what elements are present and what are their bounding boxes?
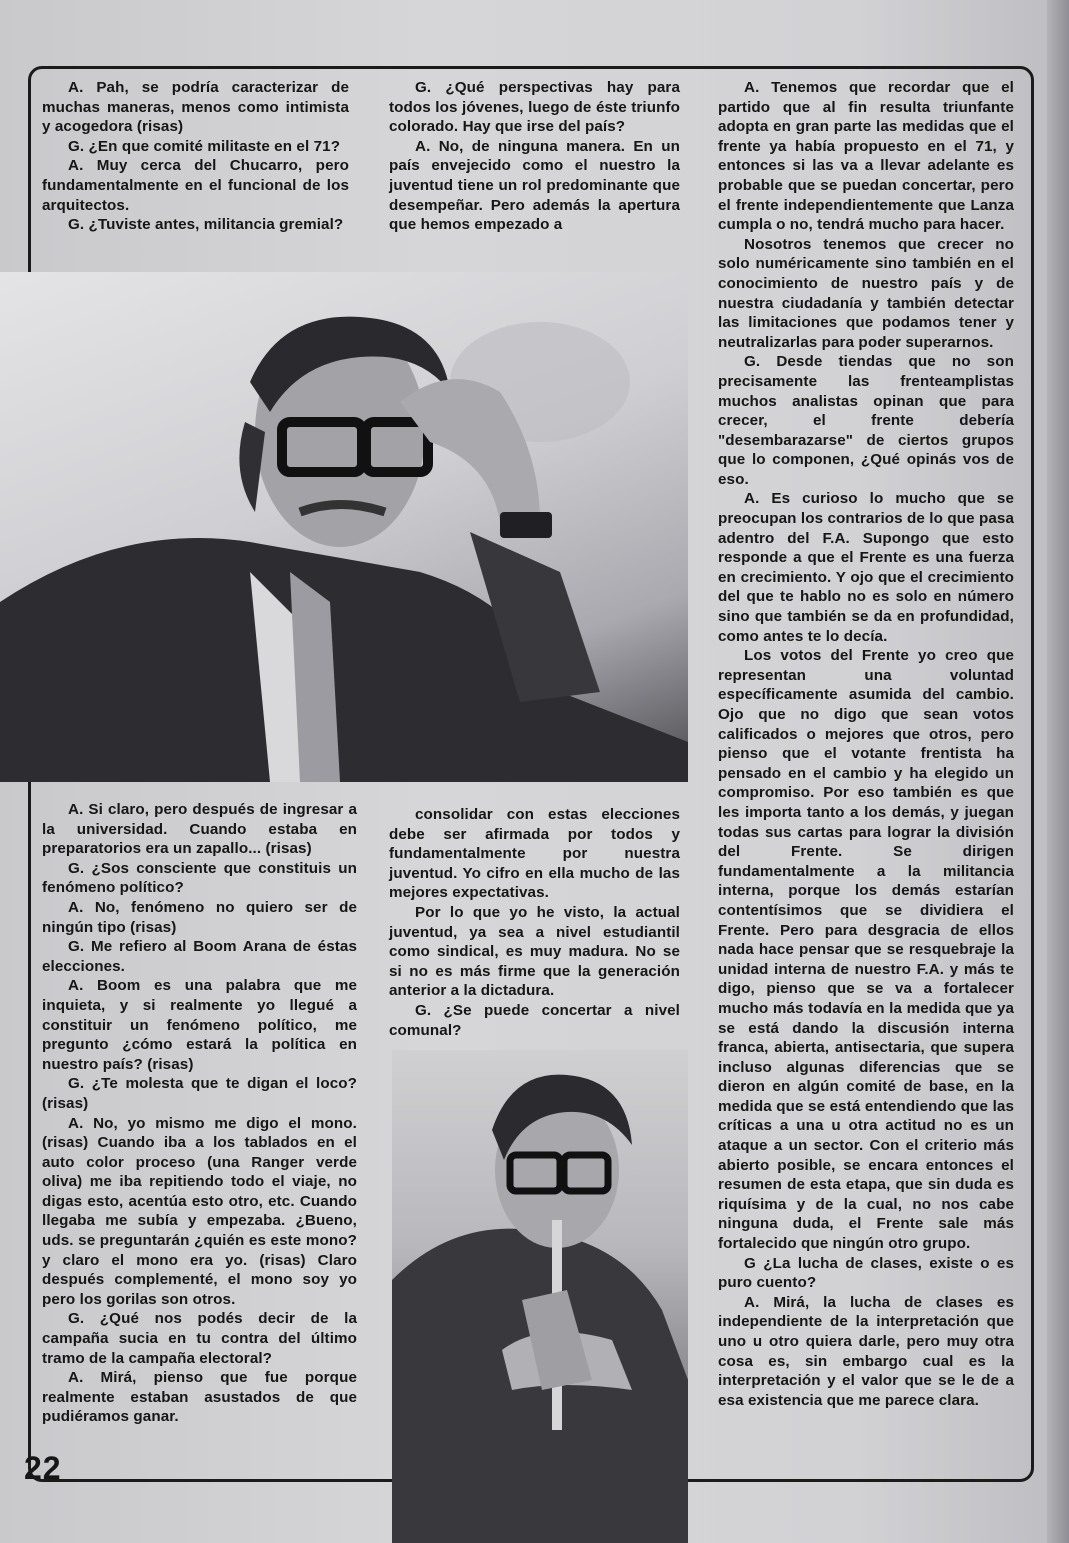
- column-2-bottom: [389, 805, 680, 1040]
- paragraph: consolidar con estas elecciones debe ser afirmada por todos y fundamentalmente por nuestra juventud. Yo cifro en ella mucho de las mejores expectativas.: [389, 806, 680, 902]
- paragraph: A. Pah, se podría caracterizar de muchas maneras, menos como intimista y acogedora (risas): [42, 79, 349, 136]
- paragraph: G. ¿En que comité militaste en el 71?: [68, 137, 341, 155]
- page-spine-edge: [1047, 0, 1069, 1543]
- paragraph: G. Desde tiendas que no son precisamente las frenteamplistas muchos analistas opinan que para crecer, el frente debería "desembarazarse" de ciertos grupos que lo componen, ¿Qué opinás vos de eso.: [718, 353, 1014, 488]
- paragraph: A. Muy cerca del Chucarro, pero fundamentalmente en el funcional de los arquitectos.: [42, 157, 349, 214]
- paragraph: G ¿La lucha de clases, existe o es puro cuento?: [718, 1254, 1014, 1292]
- column-3: [718, 78, 1014, 1410]
- paragraph: A. No, fenómeno no quiero ser de ningún tipo (risas): [42, 898, 357, 936]
- paragraph: A. No, yo mismo me digo el mono. (risas) Cuando iba a los tablados en el auto color proceso (una Ranger verde oliva) me iba repitiendo todo el viaje, no digas esto, acentúa esto otro, etc. Cuando llegaba me subía y empezaba. ¿Bueno, uds. se preguntarán ¿quién es este mono? y claro el mono era yo. (risas) Claro después complementé, el mono soy yo pero los gorilas son otros.: [42, 1114, 357, 1308]
- paragraph: Por lo que yo he visto, la actual juventud, ya sea a nivel estudiantil como sindical, es muy madura. No se si no es más firme que la generación anterior a la dictadura.: [389, 903, 680, 1000]
- portrait-photo-thinking: [0, 272, 688, 782]
- photo-drinking-mate: [392, 1050, 688, 1543]
- paragraph: A. Tenemos que recordar que el partido que al fin resulta triunfante adopta en gran parte las medidas que el frente ya había propuesto en el 71, y entonces si las va a llevar adelante es probable que se puedan concertar, pero el frente independientemente que Lanza cumpla o no, tendrá mucho para hacer.: [718, 79, 1014, 234]
- paragraph: G. ¿Tuviste antes, militancia gremial?: [68, 216, 344, 234]
- page-number: 22: [24, 1450, 62, 1486]
- paragraph: G. ¿Qué perspectivas hay para todos los jóvenes, luego de éste triunfo colorado. Hay que irse del país?: [389, 79, 680, 136]
- paragraph: G. ¿Te molesta que te digan el loco? (risas): [42, 1075, 357, 1112]
- paragraph: G. Me refiero al Boom Arana de éstas elecciones.: [42, 938, 357, 975]
- paragraph: A. Es curioso lo mucho que se preocupan los contrarios de lo que pasa adentro del F.A. Supongo que esto responde a que el Frente es una fuerza en crecimiento. Y ojo que el crecimiento del que te hablo no es solo en número sino que también se da en profundidad, como antes te lo decía.: [718, 490, 1014, 645]
- paragraph: A. Mirá, la lucha de clases es independiente de la interpretación que uno u otro quiera darle, pero muy otra cosa es, sin embargo cual es la interpretación y el valor que se le de a esa existencia que me parece clara.: [718, 1293, 1014, 1409]
- paragraph: A. Si claro, pero después de ingresar a la universidad. Cuando estaba en preparatorios era un zapallo... (risas): [42, 801, 357, 858]
- column-1-top: [42, 78, 349, 235]
- paragraph: A. No, de ninguna manera. En un país envejecido como el nuestro la juventud tiene un rol predominante que desempeñar. Pero además la apertura que hemos empezado a: [389, 137, 680, 234]
- paragraph: G. ¿Sos consciente que constituis un fenómeno político?: [42, 859, 357, 897]
- column-1-bottom: [42, 800, 357, 1427]
- column-2-top: [389, 78, 680, 235]
- paragraph: G. ¿Se puede concertar a nivel comunal?: [389, 1001, 680, 1039]
- paragraph: Los votos del Frente yo creo que representan una voluntad específicamente asumida del cambio. Ojo que no digo que sean votos calificados o mejores que otros, pero pienso que el votante frentista ha pensado en el cambio y ha elegido un compromiso. Por eso también es que les importa tanto a los demás, y juegan todas sus cartas para lograr la división del Frente. Se dirigen fundamentalmente a la militancia interna, porque los demás estarían contentísimos que se dividiera el Frente. Pero para desgracia de ellos nada hace pensar que se resquebraje la unidad interna de nuestro F.A. y más te digo, pienso que se va a fortalecer mucho más todavía en la medida que ya se está dando la discusión interna franca, abierta, antisectaria, que supera incluso algunas diferencias que se dieron en algún comité de base, en la medida que se está entendiendo que las críticas a una u otra actitud no es un ataque a un sector. Con el criterio más abierto posible, se encara entonces el resumen de esta etapa, que sin duda es riquísima y de la cual, no nos cabe ninguna duda, el Frente sale más fortalecido que ningún otro grupo.: [718, 647, 1014, 1253]
- paragraph: A. Boom es una palabra que me inquieta, y si realmente yo llegué a constituir un fenómeno político, me pregunto ¿cómo estará la política en nuestro país? (risas): [42, 977, 357, 1073]
- paragraph: G. ¿Qué nos podés decir de la campaña sucia en tu contra del último tramo de la campaña electoral?: [42, 1310, 357, 1367]
- paragraph: Nosotros tenemos que crecer no solo numéricamente sino también en el conocimiento de nuestro país y de nuestra ciudadanía y también detectar las limitaciones que podamos tener y neutralizarlas para poder superarnos.: [718, 235, 1014, 351]
- paragraph: A. Mirá, pienso que fue porque realmente estaban asustados de que pudiéramos ganar.: [42, 1369, 357, 1426]
